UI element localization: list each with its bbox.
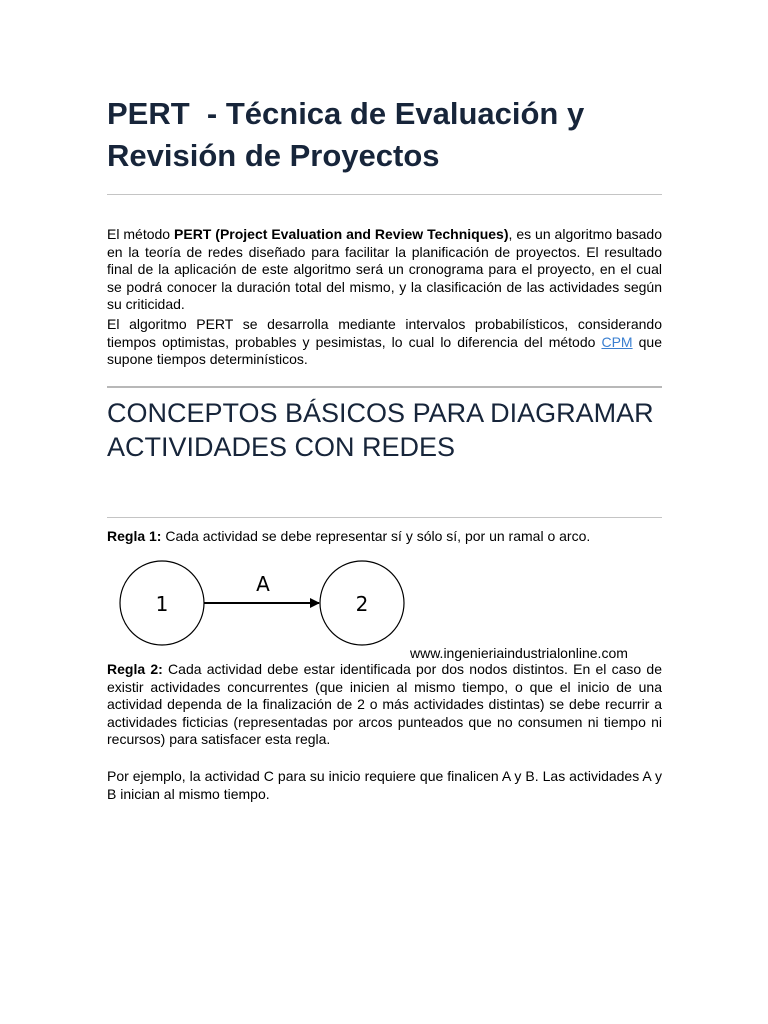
cpm-link[interactable]: CPM	[601, 333, 633, 350]
regla-1-text: Cada actividad se debe representar sí y sólo sí, por un ramal o arco.	[161, 528, 591, 544]
regla-2-text: Cada actividad debe estar identificada por dos nodos distintos. En el caso de existir actividades concurrentes (que inicien al mismo tiempo, o que el inicio de una actividad dependa de la finalización de 2 o más actividades distintas) se debe recurrir a actividades ficticias (representadas por arcos punteados que no consumen ni tiempo ni recursos) para satisfacer esta regla.	[107, 661, 663, 748]
node-label-2: 2	[355, 592, 369, 616]
intro-paragraph-2	[107, 316, 662, 369]
source-watermark: www.ingenieriaindustrialonline.com	[410, 645, 628, 661]
intro-p2-prefix: El algoritmo PERT se desarrolla mediante intervalos probabilísticos, considerando tiempos optimistas, probables y pesimistas, lo cual lo diferencia del método	[107, 316, 662, 350]
intro-p2-suffix: que supone tiempos determinísticos.	[107, 333, 662, 368]
intro-p1-suffix: , es un algoritmo basado en la teoría de redes diseñado para facilitar la planificación de proyectos. El resultado final de la aplicación de este algoritmo será un cronograma para el proyecto, en el cual se podrá conocer la duración total del mismo, y la clasificación de las actividades según su criticidad.	[107, 226, 662, 313]
regla-1	[107, 527, 590, 545]
section-divider	[107, 386, 662, 388]
regla-2-paragraph	[107, 661, 662, 749]
node-label-1: 1	[155, 592, 169, 616]
intro-p1-bold: PERT (Project Evaluation and Review Techniques)	[174, 226, 509, 242]
arc-label: A	[256, 572, 270, 596]
section-heading: CONCEPTOS BÁSICOS PARA DIAGRAMAR ACTIVIDADES CON REDES	[107, 398, 654, 462]
section-divider-bottom	[107, 517, 662, 518]
example-paragraph: Por ejemplo, la actividad C para su inicio requiere que finalicen A y B. Las actividades A y B inician al mismo tiempo.	[107, 768, 662, 802]
regla-2-label: Regla 2:	[107, 661, 163, 677]
title-divider	[107, 194, 662, 195]
page-title: PERT - Técnica de Evaluación y Revisión de Proyectos	[107, 96, 593, 173]
network-diagram	[107, 555, 417, 655]
intro-paragraph-1	[107, 226, 662, 314]
regla-1-label: Regla 1:	[107, 528, 162, 544]
intro-p1-prefix: El método	[107, 226, 175, 242]
